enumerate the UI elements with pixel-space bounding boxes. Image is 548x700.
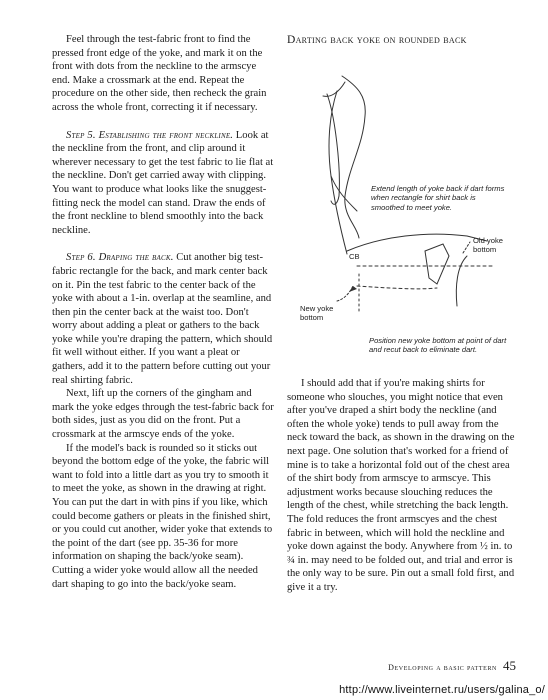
right-column bbox=[287, 377, 517, 595]
step-5-heading: Step 5. Establishing the front neckline. bbox=[66, 129, 234, 141]
page-footer bbox=[346, 658, 516, 674]
caption-extend-yoke: Extend length of yoke back if dart forms when rectangle for shirt back is smoothed to meet yoke. bbox=[371, 184, 505, 212]
sketch-back-edge-line bbox=[329, 91, 347, 254]
sketch-top-line bbox=[323, 82, 345, 96]
sketch-leader-new-yoke-line bbox=[337, 286, 353, 301]
step-6-text: Cut another big test-fabric rectangle for the back, and mark center back on it. Pin the test fabric to the center back of the yoke with about a 1-in. overlap at the seamline, and then pin the center back at the waist too. Don't worry about adding a pleat or gathers to the back yoke while you're draping the pattern, which should fit well without either. If you want a pleat or gathers, add it to the pattern before cutting out your real shirting fabric. bbox=[52, 252, 273, 386]
label-new-yoke-bottom: New yoke bottom bbox=[300, 304, 334, 322]
label-old-yoke-bottom: Old yoke bottom bbox=[473, 236, 503, 254]
arrow-head-new-yoke bbox=[349, 286, 357, 292]
sketch-inner-line bbox=[331, 176, 357, 211]
paragraph-slouching: I should add that if you're making shirts for someone who slouches, you might notice that even after you've draped a shirt body the neckline (and often the whole yoke) tends to pull away from the neck toward the back, as shown in the drawing on the next page. One solution that's worked for a friend of mine is to take a horizontal fold out of the chest area of the shirt body from armscye to armscye. This adjustment works because slouching reduces the length of the chest, while stretching the back length. The fold reduces the front armscyes and the chest fabric in between, which will hold the neckline and yoke down against the body. Anywhere from ½ in. to ¾ in. may need to be folded out, and trial and error is the only way to be sure. Pin out a small fold first, and give it a try. bbox=[287, 378, 515, 593]
watermark-url: http://www.liveinternet.ru/users/galina_o/ bbox=[339, 684, 545, 696]
paragraph-step-5 bbox=[52, 129, 274, 238]
paragraph-yoke-front: Feel through the test-fabric front to find the pressed front edge of the yoke, and mark it on the front with dots from the neckline to the armscye end. Make a crossmark at the end. Repeat the procedure on the other side, then recheck the grain across the whole front, correcting it if necessary. bbox=[52, 34, 267, 113]
sketch-new-yoke-line bbox=[357, 286, 437, 289]
paragraph-step-6 bbox=[52, 251, 274, 387]
running-footer-title: Developing a basic pattern bbox=[388, 663, 497, 672]
figure-title: Darting back yoke on rounded back bbox=[287, 34, 467, 46]
figure-darting-back-yoke bbox=[287, 56, 527, 366]
page-number: 45 bbox=[503, 658, 516, 673]
step-5-text: Look at the neckline from the front, and clip around it wherever necessary to get the test fabric to lie flat at the neckline. Don't get carried away with clipping. You want to produce what looks like the snuggest-fitting neck the model can stand. Draw the ends of the front neckline to blend smoothly into the back neckline. bbox=[52, 129, 274, 236]
sketch-back-curve-line bbox=[456, 256, 467, 306]
paragraph-rounded-back: If the model's back is rounded so it sticks out beyond the bottom edge of the yoke, the fabric will want to fold into a little dart as you try to smooth it to meet the yoke, as shown in the drawing at right. You can put the dart in with pins if you like, which could become gathers or pleats in the finished shirt, or you could cut another, wider yoke that extends to the point of the dart (see pp. 35-36 for more information on shaping the back/yoke seam). Cutting a wider yoke would allow all the needed dart shaping to go into the back/yoke seam. bbox=[52, 442, 273, 590]
sketch-back-outline-line bbox=[342, 76, 365, 238]
left-column bbox=[52, 33, 274, 591]
sketch-leader-old-yoke-line bbox=[463, 242, 470, 253]
caption-position-yoke: Position new yoke bottom at point of dart and recut back to eliminate dart. bbox=[369, 336, 507, 355]
step-6-heading: Step 6. Draping the back. bbox=[66, 252, 174, 264]
sketch-dart-shape bbox=[425, 244, 449, 284]
label-center-back: CB bbox=[349, 252, 360, 261]
paragraph-next: Next, lift up the corners of the gingham and mark the yoke edges through the test-fabric back for both sides, just as you did on the front. Put a crossmark at the armscye ends of the yoke. bbox=[52, 388, 274, 441]
